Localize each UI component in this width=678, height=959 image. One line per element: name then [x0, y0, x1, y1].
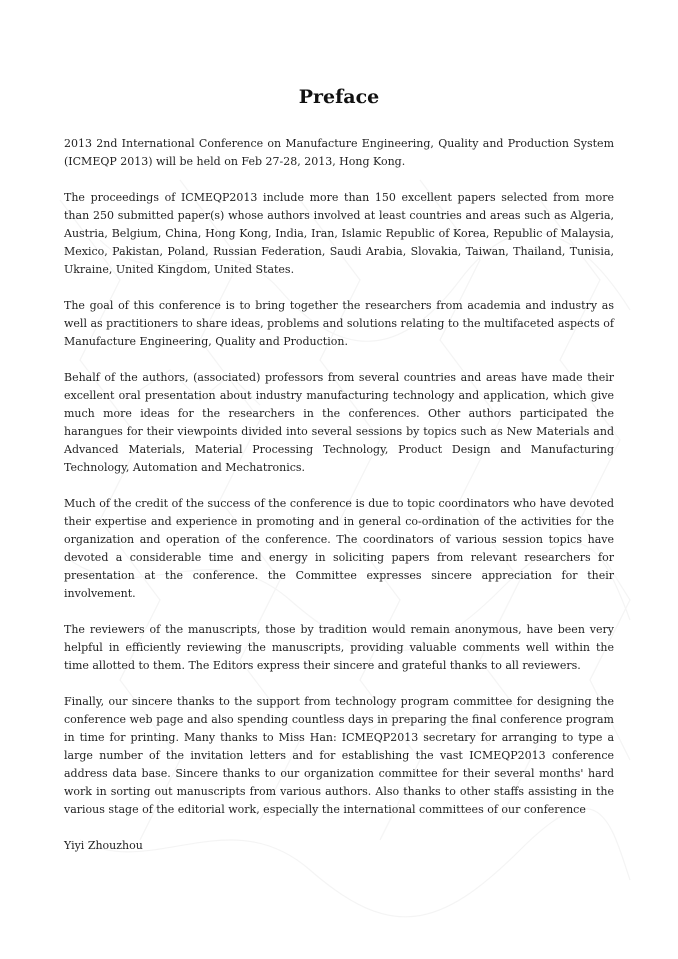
page-title: Preface: [298, 86, 380, 108]
paragraph-acknowledgements: Finally, our sincere thanks to the support from technology program committee for designing the conference web page and also spending countless days in preparing the final conference program in time for printing. Many thanks to Miss Han: ICMEQP2013 secretary for arranging to type a large number of the invitation letters and for establishing the vast ICMEQP2013 conference address data base. Sincere thanks to our organization committee for their several months' hard work in sorting out manuscripts from various authors. Also thanks to other staffs assisting in the various stage of the editorial work, especially the international committees of our conference: [64, 695, 614, 816]
paragraph-coordinators: Much of the credit of the success of the conference is due to topic coordinators who have devoted their expertise and experience in promoting and in general co-ordination of the activities for the organization and operation of the conference. The coordinators of various session topics have devoted a considerable time and energy in soliciting papers from relevant researchers for presentation at the conference. the Committee expresses sincere appreciation for their involvement.: [64, 497, 614, 600]
paragraph-reviewers: The reviewers of the manuscripts, those by tradition would remain anonymous, have been very helpful in efficiently reviewing the manuscripts, providing valuable comments well within the time allotted to them. The Editors express their sincere and grateful thanks to all reviewers.: [64, 623, 614, 672]
paragraph-conference-intro: 2013 2nd International Conference on Manufacture Engineering, Quality and Production System (ICMEQP 2013) will be held on Feb 27-28, 2013, Hong Kong.: [64, 137, 614, 168]
paragraph-authors: Behalf of the authors, (associated) professors from several countries and areas have made their excellent oral presentation about industry manufacturing technology and application, which give much more ideas for the researchers in the conferences. Other authors participated the harangues for their viewpoints divided into several sessions by topics such as New Materials and Advanced Materials, Material Processing Technology, Product Design and Manufacturing Technology, Automation and Mechatronics.: [64, 371, 614, 474]
signature: Yiyi Zhouzhou: [64, 839, 143, 852]
paragraph-goal: The goal of this conference is to bring together the researchers from academia and industry as well as practitioners to share ideas, problems and solutions relating to the multifaceted aspects of Manufacture Engineering, Quality and Production.: [64, 299, 614, 348]
paragraph-proceedings: The proceedings of ICMEQP2013 include more than 150 excellent papers selected from more than 250 submitted paper(s) whose authors involved at least countries and areas such as Algeria, Austria, Belgium, China, Hong Kong, India, Iran, Islamic Republic of Korea, Republic of Malaysia, Mexico, Pakistan, Poland, Russian Federation, Saudi Arabia, Slovakia, Taiwan, Thailand, Tunisia, Ukraine, United Kingdom, United States.: [64, 191, 614, 276]
preface-body: [64, 135, 614, 855]
